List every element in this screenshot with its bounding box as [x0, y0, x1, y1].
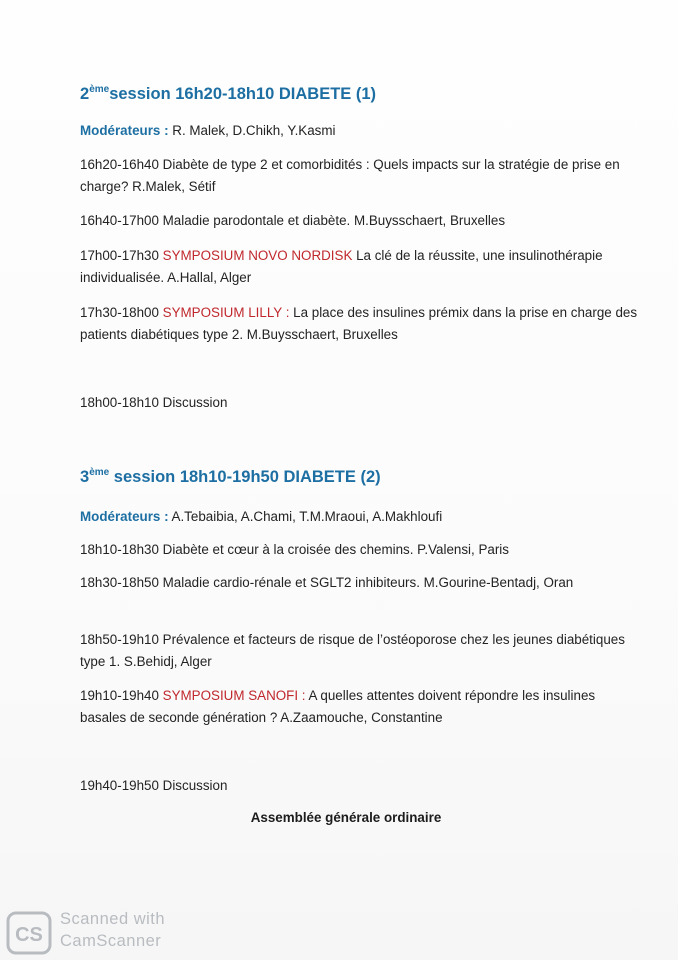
- session-3-item-3: 18h50-19h10 Prévalence et facteurs de risque de l’ostéoporose chez les jeunes diabétiques type 1. S.Behidj, Alger: [80, 632, 625, 669]
- session-2-item-3: 17h00-17h30 SYMPOSIUM NOVO NORDISK La clé de la réussite, une insulinothérapie individualisée. A.Hallal, Alger: [80, 248, 603, 285]
- symposium-label: SYMPOSIUM LILLY :: [162, 305, 290, 320]
- watermark-line-2: CamScanner: [60, 932, 162, 950]
- camscanner-watermark: [6, 909, 206, 957]
- closing-title: Assemblée générale ordinaire: [250, 810, 442, 825]
- session-3-discussion: 19h40-19h50 Discussion: [80, 778, 228, 793]
- moderators-names: R. Malek, D.Chikh, Y.Kasmi: [168, 123, 336, 138]
- symposium-label: SYMPOSIUM NOVO NORDISK: [162, 248, 353, 263]
- camscanner-logo-text: CS: [15, 924, 43, 946]
- moderators-label: Modérateurs :: [80, 509, 169, 524]
- session-2-item-1: 16h20-16h40 Diabète de type 2 et comorbidités : Quels impacts sur la stratégie de prise en charge? R.Malek, Sétif: [80, 157, 620, 194]
- session-2-item-4: 17h30-18h00 SYMPOSIUM LILLY : La place des insulines prémix dans la prise en charge des patients diabétiques type 2. M.Buysschaert, Bruxelles: [80, 305, 638, 342]
- symposium-label: SYMPOSIUM SANOFI :: [162, 688, 306, 703]
- session-3-item-1: 18h10-18h30 Diabète et cœur à la croisée des chemins. P.Valensi, Paris: [80, 542, 509, 557]
- session-3-title: 3ème session 18h10-19h50 DIABETE (2): [80, 467, 381, 486]
- moderators-label: Modérateurs :: [80, 123, 169, 138]
- session-2-item-2: 16h40-17h00 Maladie parodontale et diabète. M.Buysschaert, Bruxelles: [80, 213, 506, 228]
- session-2-title: 2èmesession 16h20-18h10 DIABETE (1): [80, 84, 377, 103]
- session-2-discussion: 18h00-18h10 Discussion: [80, 395, 228, 410]
- session-3-item-4: 19h10-19h40 SYMPOSIUM SANOFI : A quelles attentes doivent répondre les insulines basales de seconde génération ? A.Zaamouche, Constantine: [80, 688, 596, 725]
- session-2-moderators: [80, 120, 640, 142]
- watermark-line-1: Scanned with: [60, 910, 166, 928]
- camscanner-logo-icon: [6, 911, 52, 955]
- session-3-item-2: 18h30-18h50 Maladie cardio-rénale et SGLT2 inhibiteurs. M.Gourine-Bentadj, Oran: [80, 575, 574, 590]
- session-3-moderators: [80, 506, 640, 528]
- moderators-names: A.Tebaibia, A.Chami, T.M.Mraoui, A.Makhloufi: [168, 509, 443, 524]
